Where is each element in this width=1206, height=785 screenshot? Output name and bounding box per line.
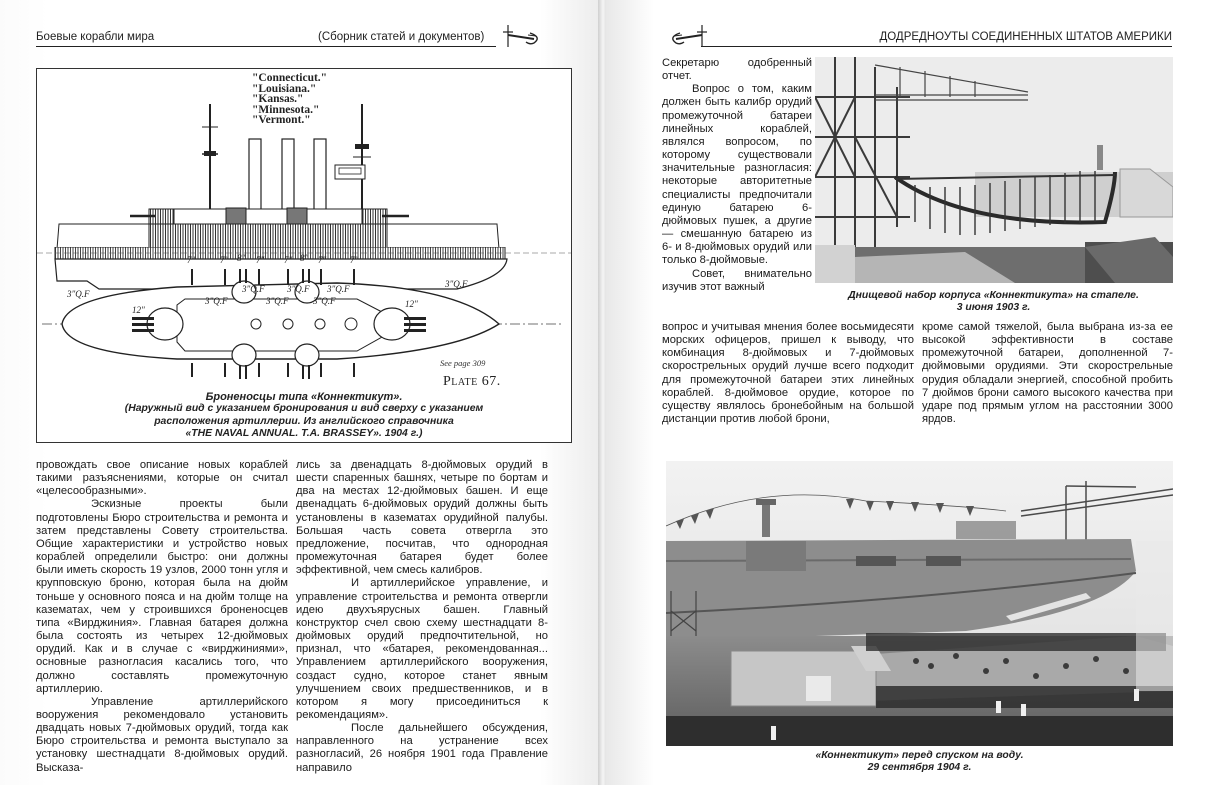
gun-label-3in-qf: 3"Q.F: [266, 296, 289, 306]
paragraph: вопрос и учитывая мнения более восьмидесяти морских офицеров, пришел к выводу, что комбинация 8-дюймовых и 7-дюймовых скорострельных орудий лучше всего подходит для промежуточной батареи этих линейных кораблей. 8-дюймовое орудие, которое по существу являлось бронебойным на большой дистанции против любой брони,: [662, 321, 914, 426]
text-column-left-2: [296, 459, 548, 775]
gun-label-7in: 7": [187, 255, 196, 265]
anchor-icon: [500, 23, 544, 49]
gun-label-7in: 7": [220, 255, 229, 265]
ship-plan-figure: [36, 68, 572, 443]
caption-line: 29 сентября 1904 г.: [867, 762, 972, 774]
paragraph: Вопрос о том, каким должен быть калибр орудий промежуточной батареи линейных кораблей, являлся вопросом, по которому существовали значительные разногласия: некоторые авторитетные специалисты предпочитали единую батарею 6-дюймовых пушек, а другие — смешанную батарею из 6- и 8-дюймовых орудий или только 8-дюймовые.: [662, 83, 812, 267]
header-rule: [36, 46, 496, 47]
ship-name: "Minnesota.": [252, 103, 320, 116]
paragraph: кроме самой тяжелой, была выбрана из-за ее высокой эффективности в составе промежуточной батареи, дополненной 7-дюймовыми орудиями. Эти скорострельные орудия обладали энергией, способной пробить 7 дюймов брони самого высокого качества при ударе под прямым углом на расстоянии 3000 ярдов.: [922, 321, 1173, 426]
gun-label-8in: 8": [237, 253, 246, 263]
photo-ship-launch: [666, 461, 1173, 746]
gun-label-12in: 12": [132, 305, 145, 315]
paragraph: И артиллерийское управление, и управление строительства и ремонта отвергли идею двухъярусных башен. Главный конструктор счел свою схему шестнадцати 8-дюймовых орудий предпочтительной, но признал, что «батарея, рекомендованная... Управлением артиллерийского вооружения, создаст судно, которое станет явным улучшением своих предшественников, и в котором я могу присоединиться к рекомендациям».: [296, 577, 548, 721]
right-page: [606, 0, 1206, 785]
photo-ship-launch-image: [666, 461, 1173, 746]
plate-number: Plate 67.: [443, 374, 501, 389]
figure-caption: [37, 391, 571, 441]
text-column-right-2: [922, 321, 1173, 426]
gun-label-7in: 7": [284, 255, 293, 265]
gun-label-3in-qf: 3"Q.F: [313, 296, 336, 306]
gun-label-8in: 8": [300, 253, 309, 263]
caption-line: расположения артиллерии. Из английского справочника: [154, 415, 454, 427]
gun-label-3in-qf: 3"Q.F: [287, 284, 310, 294]
gun-label-3in-qf: 3"Q.F: [205, 296, 228, 306]
photo-hull-framing-image: [815, 57, 1173, 283]
gun-label-3in-qf: 3"Q.F: [327, 284, 350, 294]
plan-labels: [37, 249, 571, 329]
ship-name: "Louisiana.": [252, 82, 317, 95]
caption-line: (Наружный вид с указанием бронирования и вид сверху с указанием: [124, 403, 484, 415]
paragraph: Эскизные проекты были подготовлены Бюро строительства и ремонта и затем представлены Совету строительства. Общие характеристики и устройство новых кораблей определили быстро: они должны были иметь скорость 19 узлов, 2000 тонн угля и крупповскую броню, которая была на дюйм тоньше у основного пояса и на дюйм толще на казематах, чем у строившихся броненосцев типа «Вирджиния». Главная батарея должна была состоять из четырех 12-дюймовых орудий. Как и в случае с «вирджиниями», основные разногласия касались того, что должно составлять промежуточную артиллерию.: [36, 498, 288, 695]
text-column-left-1: [36, 459, 288, 775]
gun-label-3in-qf: 3"Q.F: [67, 289, 90, 299]
gun-label-7in: 7": [256, 255, 265, 265]
running-head-subtitle: (Сборник статей и документов): [318, 31, 485, 43]
running-head-title: ДОДРЕДНОУТЫ СОЕДИНЕННЫХ ШТАТОВ АМЕРИКИ: [879, 31, 1172, 43]
paragraph: Управление артиллерийского вооружения рекомендовало установить двадцать новых 7-дюймовых орудий, тогда как Бюро строительства и ремонта выступало за установку шестнадцати 8-дюймовых орудий. Высказа-: [36, 695, 288, 774]
ship-side-elevation: [37, 69, 571, 249]
running-head-left: Боевые корабли мира: [36, 31, 155, 43]
paragraph: провождать свое описание новых кораблей такими разъяснениями, которые он считал «целесообразными».: [36, 459, 288, 498]
paragraph: Совет, внимательно изучив этот важный: [662, 267, 812, 293]
caption-title: Броненосцы типа «Коннектикут».: [205, 391, 403, 403]
gun-label-3in-qf: 3"Q.F: [445, 279, 468, 289]
caption-line: «Коннектикут» перед спуском на воду.: [815, 750, 1024, 761]
photo-hull-framing: [815, 57, 1173, 283]
gun-label-7in: 7": [318, 255, 327, 265]
caption-line: 3 июня 1903 г.: [956, 302, 1031, 314]
paragraph: После дальнейшего обсуждения, направленного на устранение всех разногласий, 26 ноября 1901 года Правление направило: [296, 722, 548, 774]
text-column-right-1: [662, 321, 914, 426]
see-page-note: See page 309: [440, 358, 486, 368]
photo2-caption: [666, 750, 1173, 775]
header-rule: [701, 46, 1172, 47]
ship-name: "Kansas.": [252, 93, 304, 106]
text-column-narrow: [662, 57, 812, 294]
caption-line: Днищевой набор корпуса «Коннектикута» на стапеле.: [848, 290, 1139, 301]
left-page: [0, 0, 600, 785]
gun-label-3in-qf: 3"Q.F: [242, 284, 265, 294]
paragraph: лись за двенадцать 8-дюймовых орудий в шести спаренных башнях, четыре по бортам и два на местах 12-дюймовых башен. И еще двенадцать 6-дюймовых орудий должны быть установлены в казематах орудийной палубы. Большая часть совета отвергла это предложение, посчитав, что однородная промежуточная батарея будет более эффективной, чем смесь калибров.: [296, 459, 548, 577]
ship-name: "Vermont.": [252, 114, 311, 127]
paragraph: Секретарю одобренный отчет.: [662, 57, 812, 83]
photo1-caption: [806, 290, 1181, 315]
caption-line: «THE NAVAL ANNUAL. T.A. BRASSEY». 1904 г.): [185, 428, 423, 440]
gun-label-12in: 12": [405, 299, 418, 309]
ship-name: "Connecticut.": [252, 72, 328, 84]
gun-label-7in: 7": [350, 255, 359, 265]
